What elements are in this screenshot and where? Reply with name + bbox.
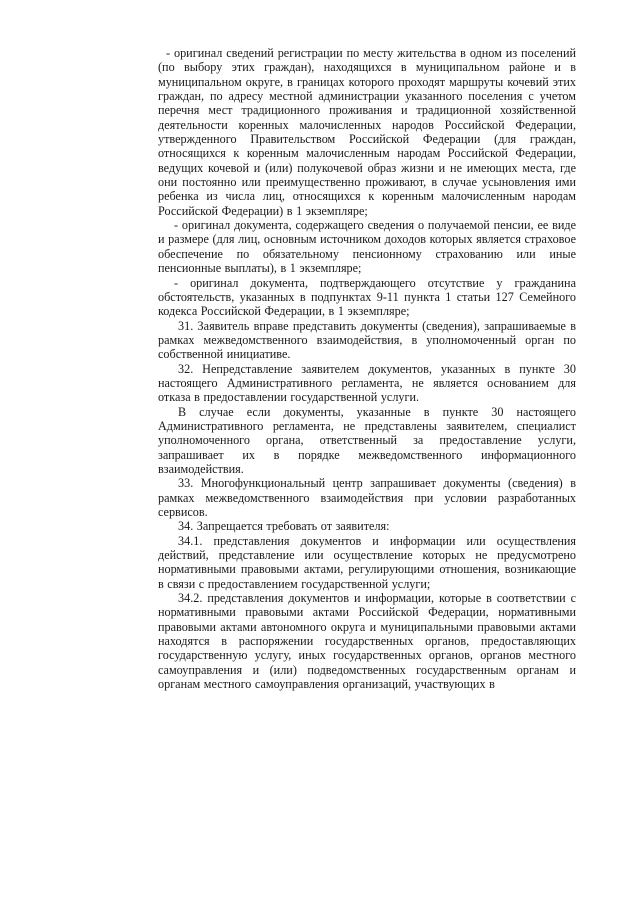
paragraph-registration-original: - оригинал сведений регистрации по месту жительства в одном из поселений (по выбору этих граждан), находящихся в муниципальном районе и в муниципальном округе, в границах которого проходят маршруты кочевий этих граждан, по адресу местной администрации указанного поселения с учетом перечня мест традиционного проживания и традиционной хозяйственной деятельности коренных малочисленных народов Российской Федерации, утвержденного Правительством Российской Федерации (для граждан, относящихся к коренным малочисленным народам Российской Федерации, ведущих кочевой и (или) полукочевой образ жизни и не имеющих места, где они постоянно или преимущественно проживают, в случае усыновления ими ребенка из числа лиц, относящихся к коренным малочисленным народам Российской Федерации) в 1 экземпляре; xyxy=(158,46,576,218)
paragraph-32-continuation: В случае если документы, указанные в пункте 30 настоящего Административного регламента, не представлены заявителем, специалист уполномоченного органа, ответственный за предоставление услуги, запрашивает их в порядке межведомственного информационного взаимодействия. xyxy=(158,404,576,476)
paragraph-32: 32. Непредставление заявителем документов, указанных в пункте 30 настоящего Административного регламента, не является основанием для отказа в предоставлении государственной услуги. xyxy=(158,361,576,405)
document-page xyxy=(158,46,576,691)
paragraph-circumstances-original: - оригинал документа, подтверждающего отсутствие у гражданина обстоятельств, указанных в подпунктах 9-11 пункта 1 статьи 127 Семейного кодекса Российской Федерации, в 1 экземпляре; xyxy=(158,275,576,319)
paragraph-34-2: 34.2. представления документов и информации, которые в соответствии с нормативными правовыми актами Российской Федерации, нормативными правовыми актами автономного округа и муниципальными правовыми актами находятся в распоряжении государственных органов, предоставляющих государственную услугу, иных государственных органов, органов местного самоуправления и (или) подведомственных государственным органам и органам местного самоуправления организаций, участвующих в xyxy=(158,591,576,692)
paragraph-34-1: 34.1. представления документов и информации или осуществления действий, представление или осуществление которых не предусмотрено нормативными правовыми актами, регулирующими отношения, возникающие в связи с предоставлением государственной услуги; xyxy=(158,533,576,591)
paragraph-pension-original: - оригинал документа, содержащего сведения о получаемой пенсии, ее виде и размере (для лиц, основным источником доходов которых является страховое обеспечение по обязательному пенсионному страхованию или иные пенсионные выплаты), в 1 экземпляре; xyxy=(158,218,576,276)
paragraph-34: 34. Запрещается требовать от заявителя: xyxy=(178,519,390,534)
paragraph-31: 31. Заявитель вправе представить документы (сведения), запрашиваемые в рамках межведомственного взаимодействия, в уполномоченный орган по собственной инициативе. xyxy=(158,318,576,362)
paragraph-33: 33. Многофункциональный центр запрашивает документы (сведения) в рамках межведомственного взаимодействия при условии разработанных сервисов. xyxy=(158,476,576,519)
